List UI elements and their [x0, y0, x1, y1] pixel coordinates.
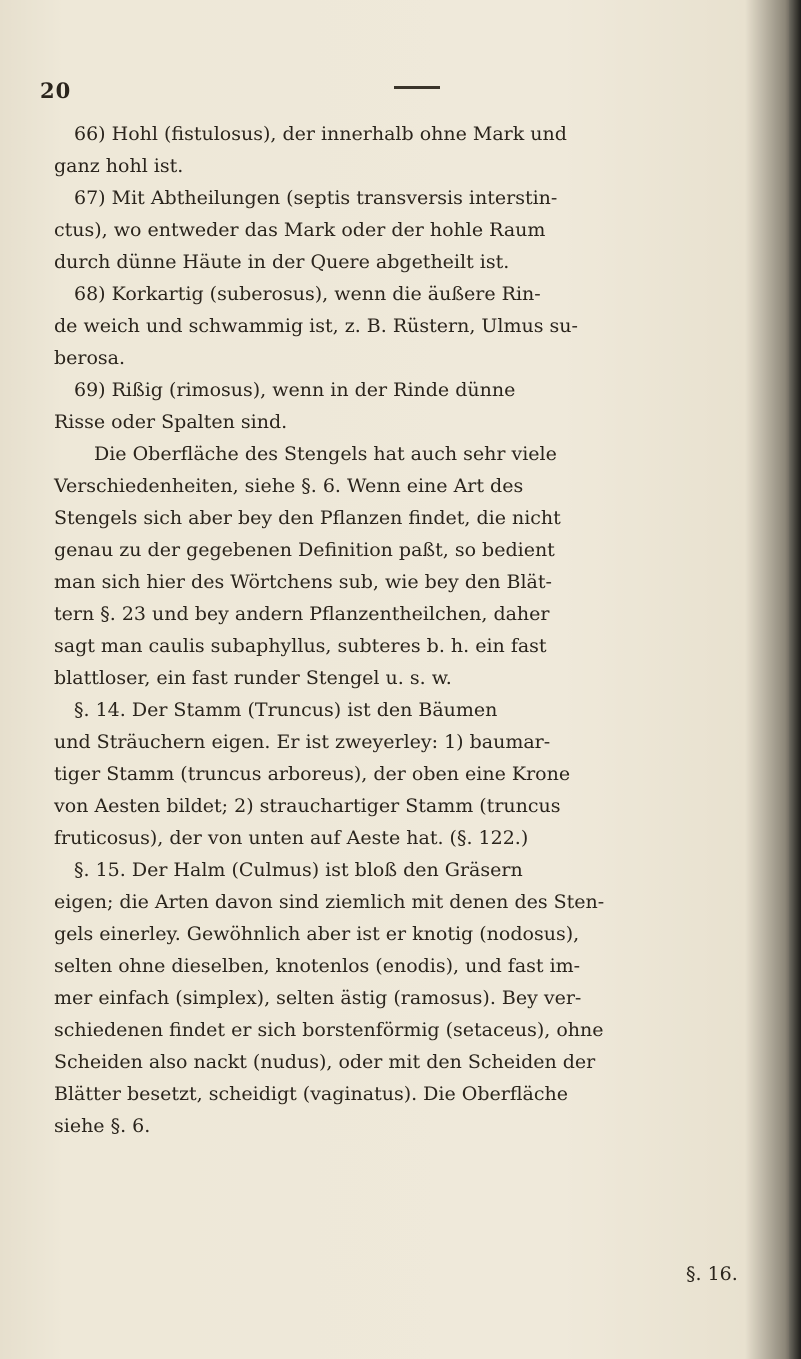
text-line: ganz hohl ist. — [54, 155, 184, 177]
text-line: de weich und schwammig ist, z. B. Rüstern, Ulmus su- — [54, 315, 578, 337]
text-line: Blätter besetzt, scheidigt (vaginatus). Die Oberfläche — [54, 1083, 568, 1105]
text-line: man sich hier des Wörtchens sub, wie bey den Blät- — [54, 571, 552, 593]
text-line: schiedenen findet er sich borstenförmig (setaceus), ohne — [54, 1019, 604, 1041]
text-line: selten ohne dieselben, knotenlos (enodis), und fast im- — [54, 955, 581, 977]
text-line: Scheiden also nackt (nudus), oder mit den Scheiden der — [54, 1051, 596, 1073]
text-line: durch dünne Häute in der Quere abgetheilt ist. — [54, 251, 510, 273]
text-line: mer einfach (simplex), selten ästig (ramosus). Bey ver- — [54, 987, 582, 1009]
text-line: und Sträuchern eigen. Er ist zweyerley: 1) baumar- — [54, 731, 551, 753]
text-line: gels einerley. Gewöhnlich aber ist er knotig (nodosus), — [54, 923, 580, 945]
text-line: blattloser, ein fast runder Stengel u. s. w. — [54, 667, 452, 689]
header-rule — [394, 86, 440, 89]
text-line: sagt man caulis subaphyllus, subteres b. h. ein fast — [54, 635, 547, 657]
text-line: §. 14. Der Stamm (Truncus) ist den Bäumen — [74, 699, 498, 721]
text-line: von Aesten bildet; 2) strauchartiger Stamm (truncus — [54, 795, 561, 817]
text-line: berosa. — [54, 347, 126, 369]
text-line: genau zu der gegebenen Definition paßt, so bedient — [54, 539, 555, 561]
page-edge-shadow — [789, 0, 801, 1359]
text-line: ctus), wo entweder das Mark oder der hohle Raum — [54, 219, 546, 241]
text-line: Die Oberfläche des Stengels hat auch sehr viele — [94, 443, 557, 465]
page-number: 20 — [40, 78, 72, 103]
text-line: eigen; die Arten davon sind ziemlich mit denen des Sten- — [54, 891, 605, 913]
text-line: siehe §. 6. — [54, 1115, 151, 1137]
text-line: Stengels sich aber bey den Pflanzen findet, die nicht — [54, 507, 561, 529]
text-line: tiger Stamm (truncus arboreus), der oben eine Krone — [54, 763, 571, 785]
text-line: §. 15. Der Halm (Culmus) ist bloß den Gräsern — [74, 859, 523, 881]
text-line: Verschiedenheiten, siehe §. 6. Wenn eine Art des — [54, 475, 524, 497]
text-line: 67) Mit Abtheilungen (septis transversis interstin- — [74, 187, 558, 209]
catchword: §. 16. — [686, 1263, 738, 1285]
text-line: Risse oder Spalten sind. — [54, 411, 288, 433]
text-line: 66) Hohl (fistulosus), der innerhalb ohne Mark und — [74, 123, 567, 145]
body-text — [54, 118, 754, 1142]
text-line: tern §. 23 und bey andern Pflanzentheilchen, daher — [54, 603, 550, 625]
text-line: fruticosus), der von unten auf Aeste hat. (§. 122.) — [54, 827, 529, 849]
text-line: 69) Rißig (rimosus), wenn in der Rinde dünne — [74, 379, 516, 401]
text-line: 68) Korkartig (suberosus), wenn die äußere Rin- — [74, 283, 541, 305]
